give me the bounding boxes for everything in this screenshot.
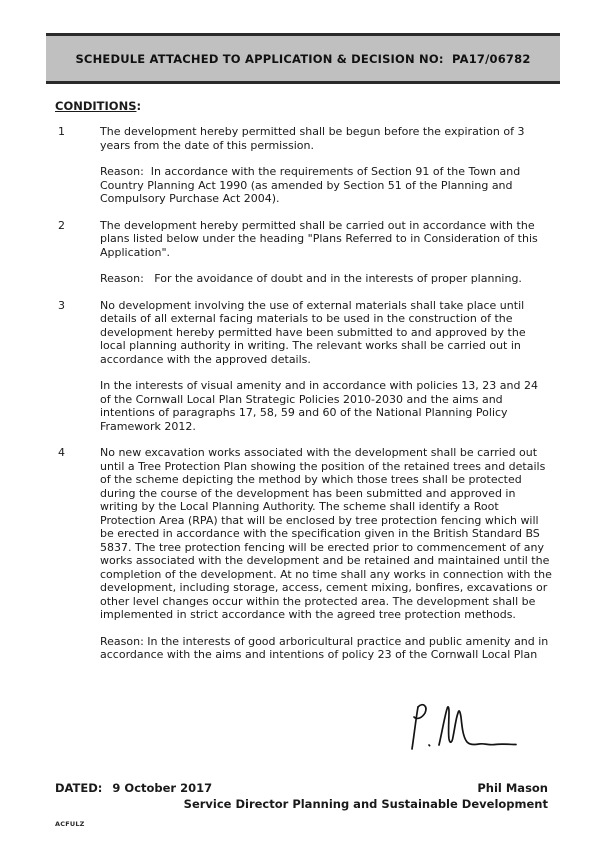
condition-item (58, 219, 560, 299)
condition-body (100, 219, 552, 299)
signatory-name: Phil Mason (477, 781, 548, 795)
footer (55, 781, 548, 828)
dated-label: DATED: (55, 781, 103, 795)
signature-image (402, 700, 520, 762)
conditions-heading (55, 99, 560, 113)
condition-body (100, 446, 556, 675)
condition-paragraph: The development hereby permitted shall be carried out in accordance with the plans listed below under the heading "Plans Referred to in Consideration of this Application". (100, 218, 542, 259)
conditions-heading-text: CONDITIONS (55, 99, 137, 113)
condition-number: 1 (58, 125, 65, 138)
condition-paragraph: Reason: In accordance with the requirements of Section 91 of the Town and Country Planning Act 1990 (as amended by Section 51 of the Planning and Compulsory Purchase Act 2004). (100, 165, 524, 205)
condition-paragraph: No new excavation works associated with the development shall be carried out until a Tree Protection Plan showing the position of the retained trees and details of the scheme depicting the method by which those trees shall be protected during the course of the development has been submitted and approved in writing by the Local Planning Authority. The scheme shall identify a Root Protection Area (RPA) that will be enclosed by tree protection fencing which will be erected in accordance with the specification given in the British Standard BS 5837. The tree protection fencing will be erected prior to commencement of any works associated with the development and be retained and maintained until the completion of the development. At no time shall any works in connection with the development, including storage, access, cement mixing, bonfires, excavations or other level changes occur within the protected area. The development shall be implemented in strict accordance with the agreed tree protection methods. (100, 446, 556, 621)
condition-item (58, 299, 560, 447)
footer-line-1 (55, 781, 548, 795)
conditions-list (58, 125, 560, 675)
signature-stroke-p-stem (412, 707, 418, 749)
conditions-heading-colon: : (136, 99, 142, 113)
condition-item (58, 125, 560, 219)
condition-body (100, 299, 552, 447)
condition-item (58, 446, 560, 675)
schedule-title: SCHEDULE ATTACHED TO APPLICATION & DECISION NO: PA17/06782 (75, 51, 531, 66)
condition-body (100, 125, 552, 219)
condition-number: 2 (58, 218, 65, 232)
condition-paragraph: In the interests of visual amenity and in accordance with policies 13, 23 and 24 of the Cornwall Local Plan Strategic Policies 2010-2030 and the aims and intentions of paragraphs 17, 58, 59 and 60 of the National Planning Policy Framework 2012. (100, 379, 542, 433)
condition-paragraph: No development involving the use of external materials shall take place until details of all external facing materials to be used in the construction of the development hereby permitted have been submitted to and approved by the local planning authority in writing. The relevant works shall be carried out in accordance with the approved details. (100, 298, 530, 366)
schedule-header (46, 33, 560, 84)
condition-paragraph: Reason: In the interests of good arboricultural practice and public amenity and in accordance with the aims and intentions of policy 23 of the Cornwall Local Plan (100, 634, 552, 661)
dated-value: 9 October 2017 (112, 781, 213, 795)
dated-block (55, 781, 212, 795)
signature (402, 700, 520, 762)
signatory-title: Service Director Planning and Sustainable Development (183, 797, 548, 811)
doc-code: ACFULZ (55, 820, 85, 828)
condition-paragraph: Reason: For the avoidance of doubt and in the interests of proper planning. (100, 272, 522, 285)
condition-number: 3 (58, 298, 65, 312)
signature-stroke-dot (429, 745, 430, 746)
condition-paragraph: The development hereby permitted shall be begun before the expiration of 3 years from the date of this permission. (100, 125, 528, 152)
condition-number: 4 (58, 446, 65, 459)
signature-stroke-m-tail (439, 707, 516, 745)
